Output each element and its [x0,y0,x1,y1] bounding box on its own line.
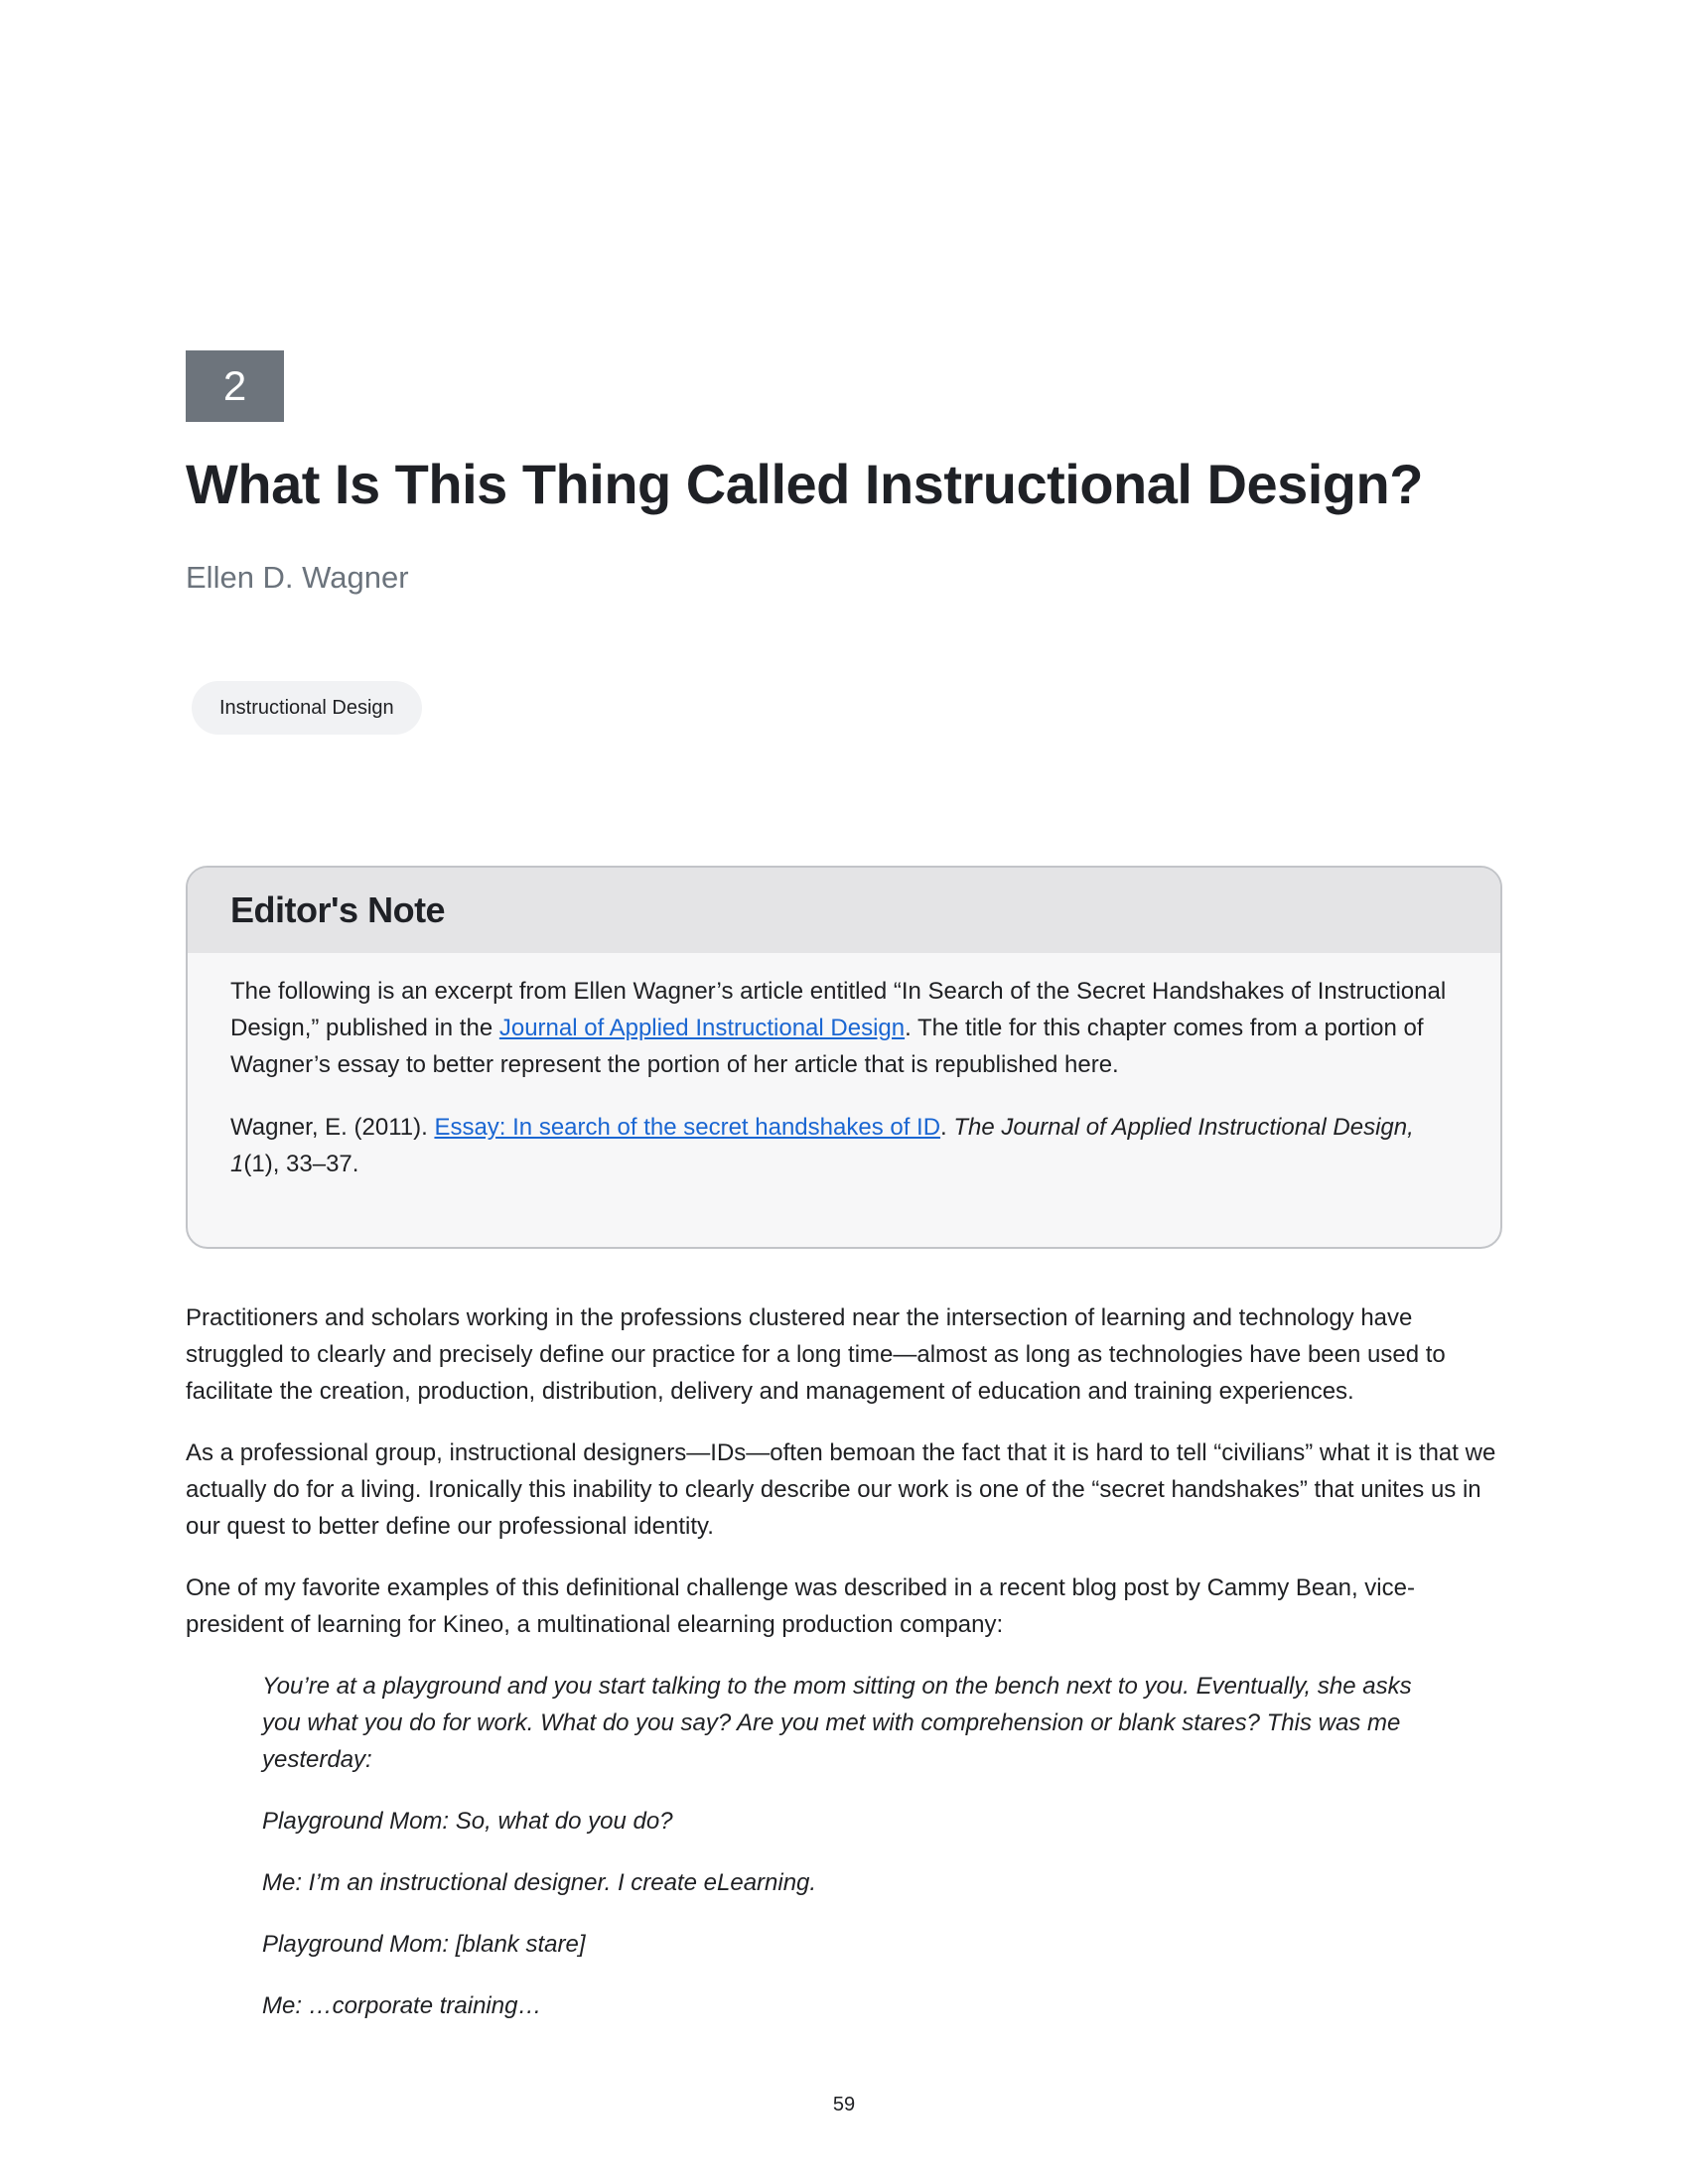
citation-text: . [940,1114,954,1141]
body-paragraph: Practitioners and scholars working in the professions clustered near the intersection of learning and technology have struggled to clearly and precisely define our practice for a long time—almost as long as technologies have been used to facilitate the creation, production, distribution, delivery and management of education and training experiences. [186,1304,1446,1405]
body-paragraph: One of my favorite examples of this definitional challenge was described in a recent blog post by Cammy Bean, vice-president of learning for Kineo, a multinational elearning production company: [186,1574,1415,1638]
chapter-author: Ellen D. Wagner [186,560,409,595]
quote-paragraph: You’re at a playground and you start talking to the mom sitting on the bench next to you. Eventually, she asks you what you do for work. What do you say? Are you met with comprehension or blank stares? This was me yesterday: [262,1673,1412,1773]
editors-note-header [188,868,1500,953]
body-paragraph: As a professional group, instructional designers—IDs—often bemoan the fact that it is hard to tell “civilians” what it is that we actually do for a living. Ironically this inability to clearly describe our work is one of the “secret handshakes” that unites us in our quest to better define our professional identity. [186,1439,1496,1540]
quote-paragraph: Playground Mom: So, what do you do? [262,1808,673,1835]
editors-note-body [188,953,1500,1182]
citation-text: (1), 33–37. [243,1151,359,1177]
note-text: The following is an excerpt from Ellen Wagner’s article entitled “In Search of the Secret Handshakes of Instructional Design,” published in the [230,978,1447,1041]
chapter-title: What Is This Thing Called Instructional Design? [186,453,1423,515]
quote-paragraph: Me: I’m an instructional designer. I create eLearning. [262,1869,817,1896]
chapter-number-badge: 2 [186,350,284,422]
citation-text: Wagner, E. (2011). [230,1114,435,1141]
subject-tag[interactable]: Instructional Design [192,681,422,735]
editors-note-citation [230,1109,1458,1182]
editors-note-heading: Editor's Note [230,889,446,930]
quote-paragraph: Me: …corporate training… [262,1992,542,2019]
editors-note-paragraph [230,973,1458,1083]
note-text: . The title for this chapter comes from a portion of Wagner’s essay to better represent the portion of her article that is republished here. [230,1015,1424,1078]
editors-note-box [186,866,1502,1249]
quote-paragraph: Playground Mom: [blank stare] [262,1931,586,1958]
essay-link[interactable]: Essay: In search of the secret handshakes of ID [434,1114,941,1141]
body-text [186,1299,1506,2049]
citation-volume: 1 [230,1151,244,1177]
journal-link[interactable]: Journal of Applied Instructional Design [498,1015,906,1041]
block-quote [262,1668,1434,2024]
page-number: 59 [832,2094,856,2116]
citation-journal: The Journal of Applied Instructional Design, [953,1114,1414,1141]
